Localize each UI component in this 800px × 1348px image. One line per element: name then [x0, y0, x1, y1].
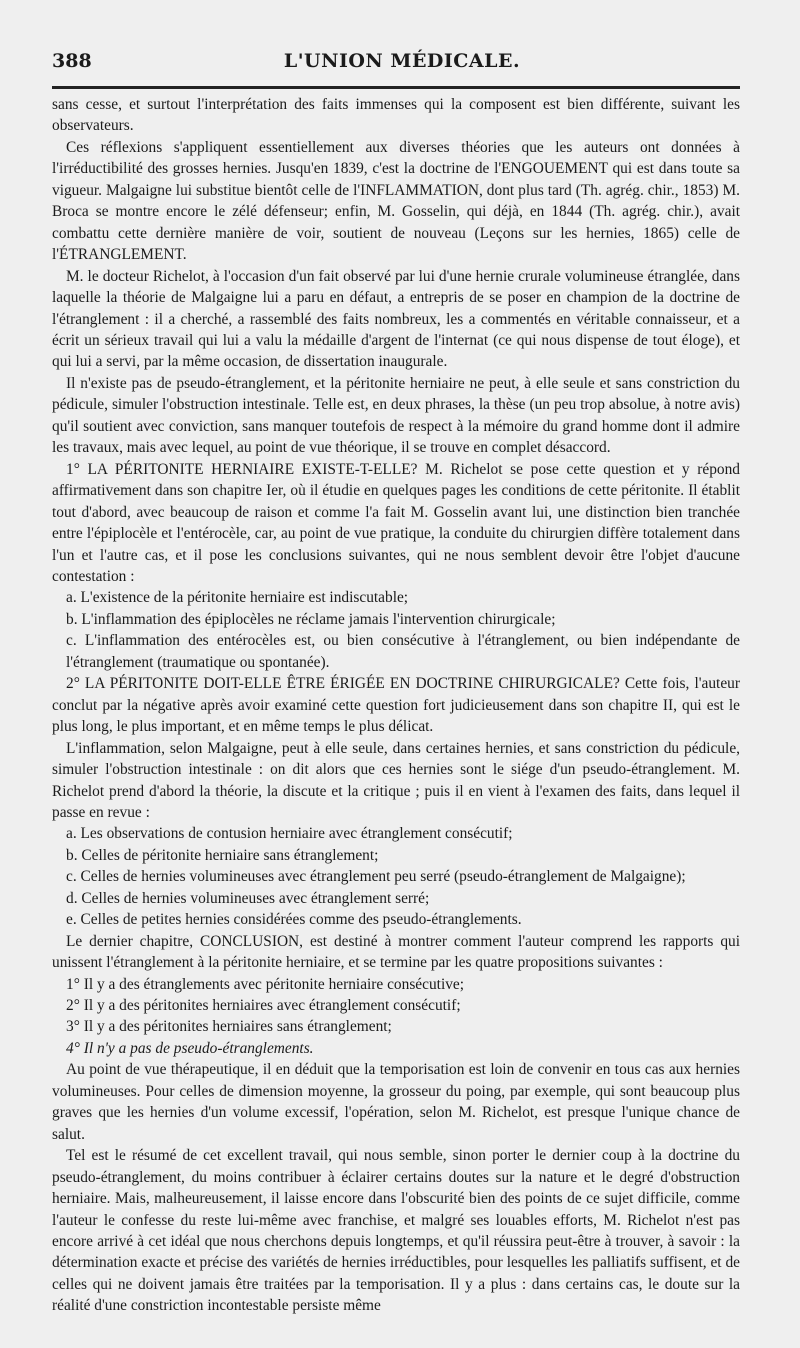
list-item: e. Celles de petites hernies considérées comme des pseudo-étranglements. — [66, 911, 522, 929]
paragraph: Au point de vue thérapeutique, il en déduit que la temporisation est loin de convenir en tous cas aux hernies volumineuses. Pour celles de dimension moyenne, la grosseur du poing, par exemple, qui sont beaucoup plus graves que les hernies d'un volume excessif, l'opération, selon M. Richelot, est presque l'unique chance de salut. — [52, 1061, 740, 1143]
page-number: 388 — [52, 50, 92, 72]
list-item: c. Celles de hernies volumineuses avec étranglement peu serré (pseudo-étranglement de Malgaigne); — [66, 868, 686, 886]
paragraph: M. le docteur Richelot, à l'occasion d'un fait observé par lui d'une hernie crurale volumineuse étranglée, dans laquelle la théorie de Malgaigne lui a paru en défaut, a entrepris de se poser en champion de la doctrine de l'étranglement : il a cherché, a rassemblé des faits nombreux, les a commentés en véritable connaisseur, et a écrit un sérieux travail qui lui a valu la médaille d'argent de l'internat (ce qui nous dispense de tout éloge), et qui lui a servi, par la même occasion, de dissertation inaugurale. — [52, 267, 740, 371]
list-item: 3° Il y a des péritonites herniaires sans étranglement; — [66, 1018, 392, 1036]
paragraph: L'inflammation, selon Malgaigne, peut à elle seule, dans certaines hernies, et sans constriction du pédicule, simuler l'obstruction intestinale : on dit alors que ces hernies sont le siége d'un pseudo-étranglement. M. Richelot prend d'abord la théorie, la discute et la critique ; puis il en vient à l'examen des faits, dans lequel il passe en revue : — [52, 739, 740, 821]
journal-title: L'UNION MÉDICALE. — [283, 50, 521, 72]
list-item: c. L'inflammation des entérocèles est, ou bien consécutive à l'étranglement, ou bien indépendante de l'étranglement (traumatique ou spontanée). — [66, 632, 740, 671]
paragraph: sans cesse, et surtout l'interprétation des faits immenses qui la composent est bien différente, suivant les observateurs. — [52, 96, 740, 135]
paragraph: Ces réflexions s'appliquent essentiellement aux diverses théories que les auteurs ont données à l'irréductibilité des grosses hernies. Jusqu'en 1839, c'est la doctrine de l'ENGOUEMENT qui est dans toute sa vigueur. Malgaigne lui substitue bientôt celle de l'INFLAMMATION, dont plus tard (Th. agrég. chir., 1853) M. Broca se montre encore le zélé défenseur; enfin, M. Gosselin, qui déjà, en 1844 (Th. agrég. chir.), avait combattu cette dernière manière de voir, soutient de nouveau (Leçons sur les hernies, 1865) celle de l'ÉTRANGLEMENT. — [52, 138, 740, 264]
paragraph: Le dernier chapitre, CONCLUSION, est destiné à montrer comment l'auteur comprend les rapports qui unissent l'étranglement à la péritonite herniaire, et se termine par les quatre propositions suivantes : — [52, 932, 740, 972]
list-item: d. Celles de hernies volumineuses avec étranglement serré; — [66, 889, 430, 907]
list-item: 4° Il n'y a pas de pseudo-étranglements. — [66, 1039, 314, 1057]
paragraph: Tel est le résumé de cet excellent travail, qui nous semble, sinon porter le dernier coup à la doctrine du pseudo-étranglement, du moins contribuer à éclairer certains doutes sur la nature et le degré d'obstruction herniaire. Mais, malheureusement, il laisse encore dans l'obscurité bien des points de ce sujet difficile, comme l'auteur le confesse du reste lui-même avec franchise, et malgré ses louables efforts, M. Richelot n'est pas encore arrivé à cet idéal que nous cherchons depuis longtemps, et qu'il réussira peut-être à trouver, à savoir : la détermination exacte et précise des variétés de hernies irréductibles, pour lesquelles les palliatifs suffisent, et de celles qui ne doivent jamais être traitées par la temporisation. Il y a plus : dans certains cas, le doute sur la réalité d'une constriction incontestable persiste même — [52, 1147, 740, 1315]
paragraph: Il n'existe pas de pseudo-étranglement, et la péritonite herniaire ne peut, à elle seule et sans constriction du pédicule, simuler l'obstruction intestinale. Telle est, en deux phrases, la thèse (un peu trop absolue, à notre avis) qu'il soutient avec conviction, sans manquer toutefois de respect à la mémoire du grand homme dont il admire les travaux, mais avec lequel, au point de vue théorique, il se trouve en complet désaccord. — [52, 374, 740, 457]
article-body — [52, 94, 740, 1317]
list-item: b. L'inflammation des épiplocèles ne réclame jamais l'intervention chirurgicale; — [66, 610, 556, 628]
running-head — [52, 48, 752, 78]
list-item: 1° Il y a des étranglements avec péritonite herniaire consécutive; — [66, 975, 465, 993]
list-item: b. Celles de péritonite herniaire sans étranglement; — [66, 846, 379, 864]
list-item: a. L'existence de la péritonite herniaire est indiscutable; — [66, 589, 409, 607]
paragraph: 2° LA PÉRITONITE DOIT-ELLE ÊTRE ÉRIGÉE EN DOCTRINE CHIRURGICALE? Cette fois, l'auteur conclut par la négative après avoir examiné cette question fort judicieusement dans son chapitre II, qui est le plus long, le plus important, et en même temps le plus délicat. — [52, 675, 740, 736]
header-rule — [52, 86, 740, 89]
list-item: a. Les observations de contusion herniaire avec étranglement consécutif; — [66, 825, 513, 843]
paragraph: 1° LA PÉRITONITE HERNIAIRE EXISTE-T-ELLE? M. Richelot se pose cette question et y répond affirmativement dans son chapitre Ier, où il étudie en quelques pages les conditions de cette péritonite. Il établit tout d'abord, avec beaucoup de raison et comme l'a fait M. Gosselin avant lui, une distinction bien tranchée entre l'épiplocèle et l'entérocèle, car, au point de vue pratique, la conduite du chirurgien diffère totalement dans l'un et l'autre cas, et il pose les conclusions suivantes, qui ne nous semblent devoir être l'objet d'aucune contestation : — [52, 460, 740, 585]
list-item: 2° Il y a des péritonites herniaires avec étranglement consécutif; — [66, 997, 461, 1015]
